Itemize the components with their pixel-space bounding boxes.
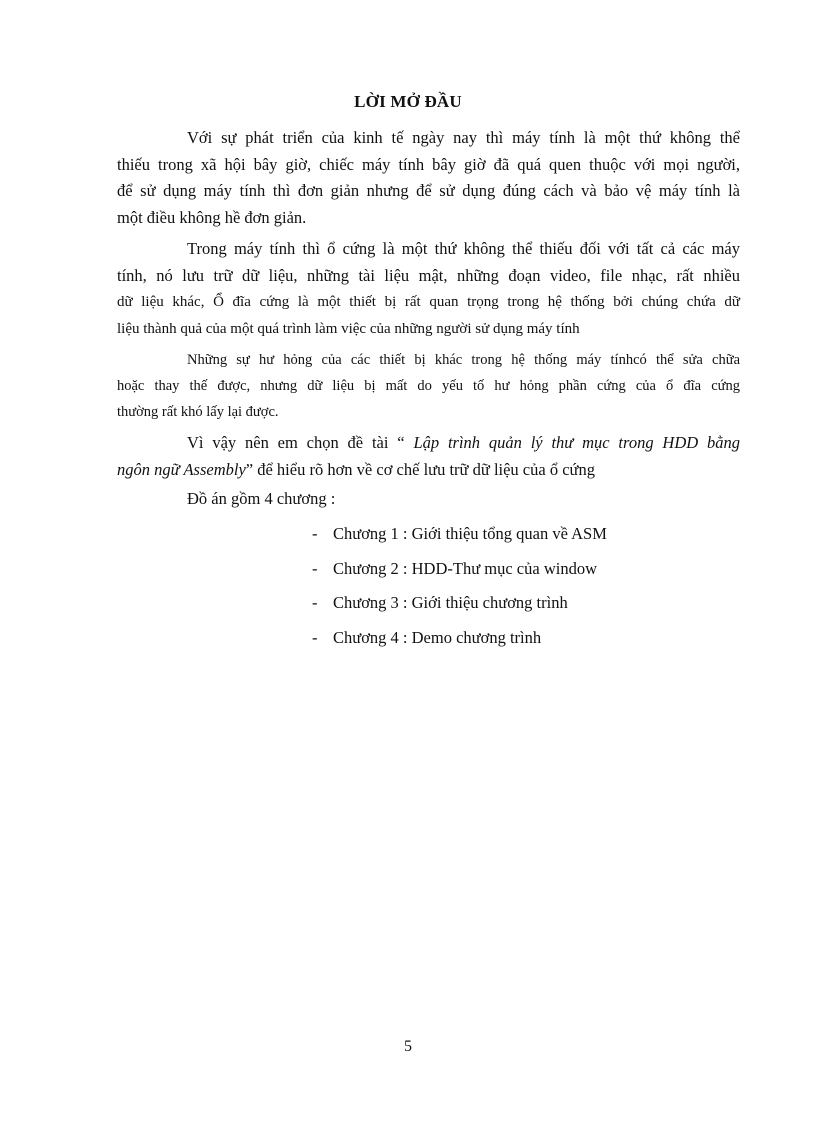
chapter-label: Chương 4 : Demo chương trình xyxy=(333,627,542,647)
text-line: tính, nó lưu trữ dữ liệu, những tài liệu mật, những đoạn video, file nhạc, rất nhiều xyxy=(117,265,740,285)
paragraph-hard-drive xyxy=(117,236,740,342)
text-fragment: ” để hiểu rõ hơn về cơ chế lưu trữ dữ liệu của ổ cứng xyxy=(245,459,595,479)
text-line: Những sự hư hỏng của các thiết bị khác trong hệ thống máy tínhcó thể sửa chữa xyxy=(187,352,740,368)
topic-title-italic: Lập trình quản lý thư mục trong HDD bằng xyxy=(413,433,740,452)
text-line: một điều không hề đơn giản. xyxy=(117,207,307,227)
list-item xyxy=(312,590,607,625)
page-title: LỜI MỞ ĐẦU xyxy=(354,92,462,111)
text-line: Với sự phát triển của kinh tế ngày nay thì máy tính là một thứ không thể xyxy=(187,128,740,147)
topic-title-italic: ngôn ngữ Assembly xyxy=(117,459,246,479)
list-dash: - xyxy=(312,593,318,612)
text-line xyxy=(117,430,740,457)
paragraph-chapters-intro xyxy=(117,486,740,513)
list-item xyxy=(312,521,607,556)
paragraph-intro xyxy=(117,125,740,231)
text-line: để sử dụng máy tính thì đơn giản nhưng để sử dụng đúng cách và bảo vệ máy tính là xyxy=(117,181,740,200)
text-line: liệu thành quả của một quá trình làm việc của những người sử dụng máy tính xyxy=(117,320,580,337)
list-dash: - xyxy=(312,558,318,578)
text-line: Trong máy tính thì ổ cứng là một thứ không thể thiếu đối với tất cả các máy xyxy=(187,239,740,258)
chapter-label: Chương 3 : Giới thiệu chương trình xyxy=(333,593,568,612)
text-line: thường rất khó lấy lại được. xyxy=(117,404,279,420)
list-item xyxy=(312,556,607,591)
list-dash: - xyxy=(312,627,318,647)
text-line: Đồ án gồm 4 chương : xyxy=(187,489,336,508)
chapter-label: Chương 2 : HDD-Thư mục của window xyxy=(333,558,597,578)
text-fragment: Vì vậy nên em chọn đề tài “ xyxy=(187,433,414,452)
text-line: hoặc thay thế được, nhưng dữ liệu bị mất do yếu tố hư hỏng phần cứng của ổ đĩa cứng xyxy=(117,378,740,394)
page-number: 5 xyxy=(404,1038,412,1055)
text-line: thiếu trong xã hội bây giờ, chiếc máy tính bây giờ đã quá quen thuộc với mọi người, xyxy=(117,154,740,174)
text-line xyxy=(117,457,740,484)
chapter-label: Chương 1 : Giới thiệu tổng quan về ASM xyxy=(333,524,607,543)
paragraph-damage xyxy=(117,347,740,425)
list-item xyxy=(312,625,607,660)
list-dash: - xyxy=(312,524,318,543)
paragraph-topic xyxy=(117,430,740,483)
text-line: dữ liệu khác, Ổ đĩa cứng là một thiết bị rất quan trọng trong hệ thống bởi chúng chứa dữ xyxy=(117,294,740,310)
chapter-list xyxy=(312,521,607,659)
